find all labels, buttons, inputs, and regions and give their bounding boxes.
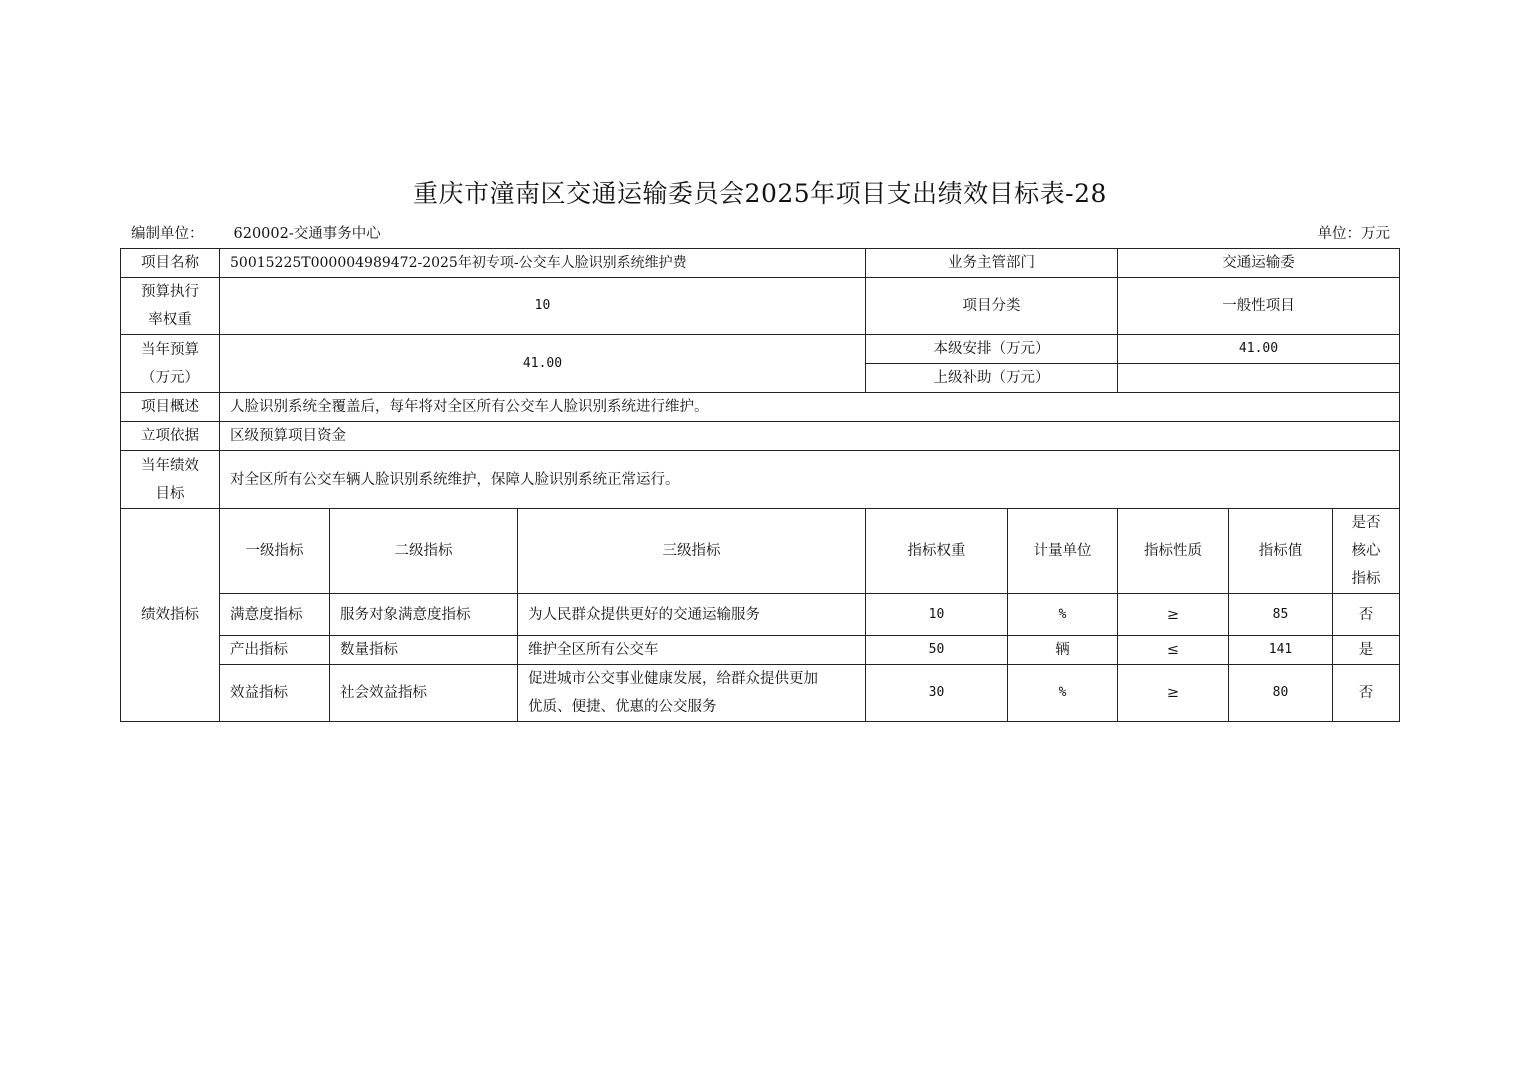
goal-label-line2: 目标 xyxy=(155,485,185,502)
indicator-value: 80 xyxy=(1229,665,1333,722)
basis-label: 立项依据 xyxy=(121,422,220,451)
table-row xyxy=(121,422,1400,451)
weight-label xyxy=(121,278,220,335)
indicator-core: 否 xyxy=(1333,665,1400,722)
indicator-row xyxy=(121,636,1400,665)
budget-value: 41.00 xyxy=(220,335,866,393)
indicator-level3: 维护全区所有公交车 xyxy=(518,636,866,665)
indicator-level2: 社会效益指标 xyxy=(330,665,518,722)
project-name-value xyxy=(220,249,866,278)
header-level2: 二级指标 xyxy=(330,509,518,594)
header-level1: 一级指标 xyxy=(220,509,330,594)
goal-value: 对全区所有公交车辆人脸识别系统维护，保障人脸识别系统正常运行。 xyxy=(220,451,1400,509)
budget-label-line1: 当年预算 xyxy=(141,341,199,358)
table-row xyxy=(121,335,1400,364)
category-value: 一般性项目 xyxy=(1118,278,1400,335)
header-core-line3: 指标 xyxy=(1351,571,1381,587)
indicator-nature: ≥ xyxy=(1118,594,1229,636)
indicator-level3: 为人民群众提供更好的交通运输服务 xyxy=(518,594,866,636)
indicator-level1: 效益指标 xyxy=(220,665,330,722)
project-name-label: 项目名称 xyxy=(121,249,220,278)
unit-info: 单位：万元 xyxy=(1317,226,1390,242)
indicator-row xyxy=(121,594,1400,636)
indicator-core: 否 xyxy=(1333,594,1400,636)
indicator-weight: 50 xyxy=(866,636,1008,665)
perf-label: 绩效指标 xyxy=(121,509,220,722)
table-row xyxy=(121,451,1400,509)
indicator-level2: 服务对象满意度指标 xyxy=(330,594,518,636)
table-row xyxy=(121,278,1400,335)
upper-label: 上级补助（万元） xyxy=(866,364,1118,393)
indicator-level1: 产出指标 xyxy=(220,636,330,665)
category-label: 项目分类 xyxy=(866,278,1118,335)
indicator-level2: 数量指标 xyxy=(330,636,518,665)
org-label: 编制单位： xyxy=(131,226,204,242)
org-value: 620002-交通事务中心 xyxy=(233,226,381,242)
weight-label-line1: 预算执行 xyxy=(141,284,199,300)
indicator-nature: ≤ xyxy=(1118,636,1229,665)
dept-value: 交通运输委 xyxy=(1118,249,1400,278)
overview-value: 人脸识别系统全覆盖后，每年将对全区所有公交车人脸识别系统进行维护。 xyxy=(220,393,1400,422)
weight-label-line2: 率权重 xyxy=(148,312,192,328)
local-label: 本级安排（万元） xyxy=(866,335,1118,364)
indicator-value: 85 xyxy=(1229,594,1333,636)
indicator-level3 xyxy=(518,665,866,722)
table-row xyxy=(121,393,1400,422)
indicator-weight: 10 xyxy=(866,594,1008,636)
indicator-unit: % xyxy=(1008,594,1118,636)
indicator-unit: 辆 xyxy=(1008,636,1118,665)
indicator-unit: % xyxy=(1008,665,1118,722)
budget-label xyxy=(121,335,220,393)
org-info xyxy=(131,222,381,243)
indicator-row xyxy=(121,665,1400,722)
performance-table xyxy=(120,248,1400,722)
project-name-text: 50015225T000004989472-2025年初专项-公交车人脸识别系统维护费 xyxy=(230,255,687,271)
basis-value: 区级预算项目资金 xyxy=(220,422,1400,451)
header-nature: 指标性质 xyxy=(1118,509,1229,594)
weight-value: 10 xyxy=(220,278,866,335)
header-core xyxy=(1333,509,1400,594)
indicator-header-row xyxy=(121,509,1400,594)
goal-label-line1: 当年绩效 xyxy=(141,457,199,474)
header-core-line2: 核心 xyxy=(1351,543,1381,559)
header-value: 指标值 xyxy=(1229,509,1333,594)
indicator-value: 141 xyxy=(1229,636,1333,665)
local-value: 41.00 xyxy=(1118,335,1400,364)
indicator-core: 是 xyxy=(1333,636,1400,665)
page-title: 重庆市潼南区交通运输委员会2025年项目支出绩效目标表-28 xyxy=(413,179,1107,208)
dept-label: 业务主管部门 xyxy=(866,249,1118,278)
indicator-level3-line2: 优质、便捷、优惠的公交服务 xyxy=(528,699,717,715)
indicator-level3-line1: 促进城市公交事业健康发展，给群众提供更加 xyxy=(528,671,818,687)
indicator-level1: 满意度指标 xyxy=(220,594,330,636)
goal-label xyxy=(121,451,220,509)
header-unit: 计量单位 xyxy=(1008,509,1118,594)
header-core-line1: 是否 xyxy=(1351,515,1381,531)
table-row xyxy=(121,249,1400,278)
upper-value xyxy=(1118,364,1400,393)
indicator-weight: 30 xyxy=(866,665,1008,722)
overview-label: 项目概述 xyxy=(121,393,220,422)
header-weight: 指标权重 xyxy=(866,509,1008,594)
header-level3: 三级指标 xyxy=(518,509,866,594)
budget-label-line2: （万元） xyxy=(141,369,199,386)
indicator-nature: ≥ xyxy=(1118,665,1229,722)
